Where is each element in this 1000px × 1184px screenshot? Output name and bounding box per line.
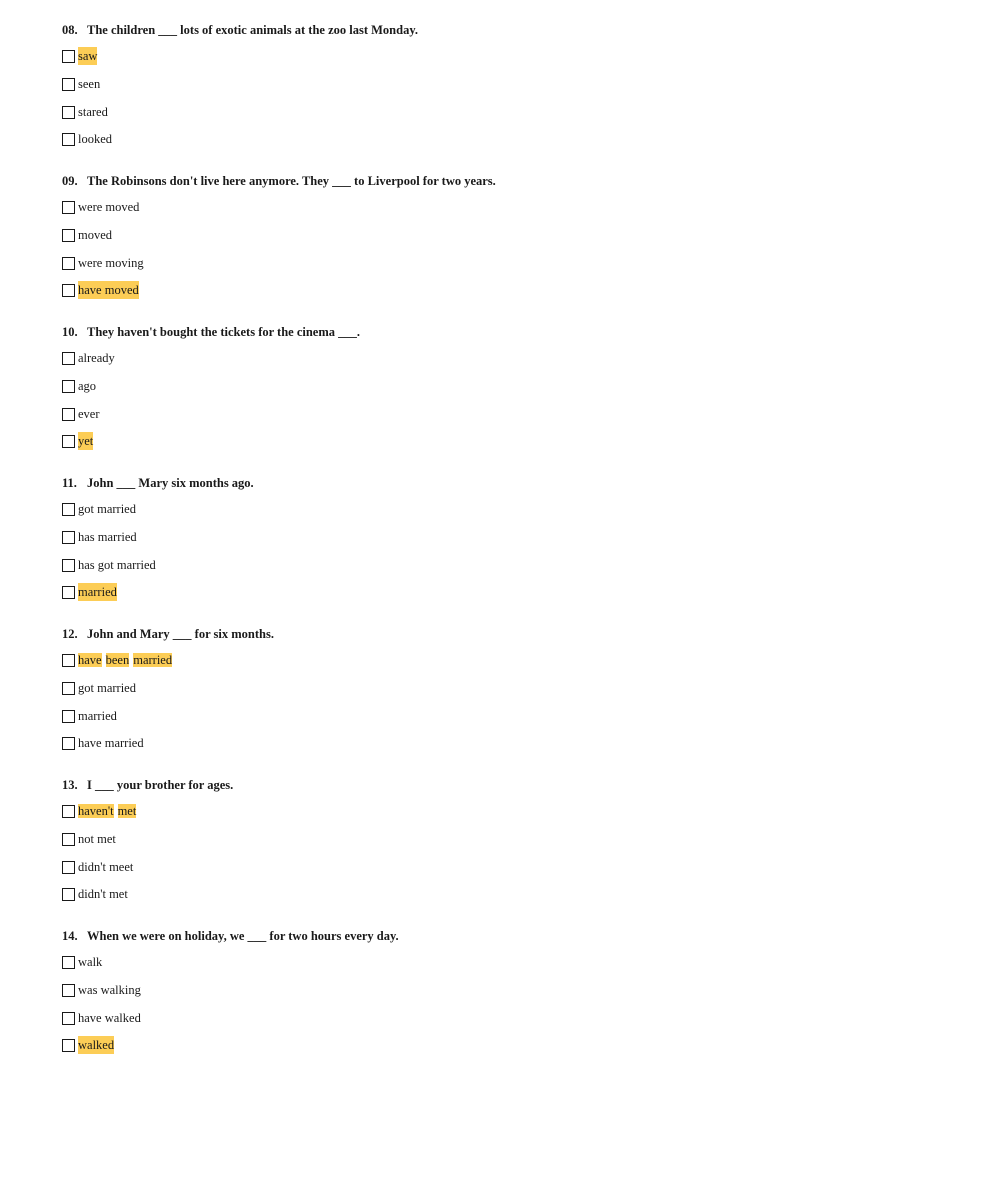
checkbox-icon[interactable] [62, 531, 75, 544]
highlighted-word: have [78, 653, 102, 667]
answer-option-label: didn't met [78, 887, 128, 901]
answer-option-4[interactable] [62, 432, 93, 450]
question-11 [62, 473, 962, 624]
checkbox-icon[interactable] [62, 805, 75, 818]
answer-option-3[interactable] [62, 405, 100, 423]
question-text: I ___ your brother for ages. [87, 778, 234, 792]
answer-option-label: have walked [78, 1011, 141, 1025]
answer-option-4[interactable] [62, 583, 117, 601]
answer-option-label: were moved [78, 200, 140, 214]
question-text: John ___ Mary six months ago. [87, 476, 254, 490]
answer-option-3[interactable] [62, 1009, 141, 1027]
question-heading [62, 171, 496, 191]
answer-option-3[interactable] [62, 858, 133, 876]
answer-option-label-highlighted: walked [78, 1038, 115, 1052]
checkbox-icon[interactable] [62, 956, 75, 969]
answer-option-label-highlighted: married [78, 585, 117, 599]
answer-option-label: ever [78, 407, 100, 421]
checkbox-icon[interactable] [62, 284, 75, 297]
answer-option-2[interactable] [62, 528, 137, 546]
answer-option-label: ago [78, 379, 97, 393]
question-08 [62, 20, 962, 171]
answer-option-2[interactable] [62, 679, 136, 697]
answer-option-label: didn't meet [78, 860, 134, 874]
answer-option-4[interactable] [62, 1036, 114, 1054]
answer-option-label: stared [78, 105, 108, 119]
answer-option-1[interactable] [62, 349, 115, 367]
question-heading [62, 926, 399, 946]
question-text: The Robinsons don't live here anymore. They ___ to Liverpool for two years. [87, 174, 496, 188]
answer-option-label-highlighted: have moved [78, 283, 139, 297]
checkbox-icon[interactable] [62, 586, 75, 599]
question-text: The children ___ lots of exotic animals at the zoo last Monday. [87, 23, 419, 37]
checkbox-icon[interactable] [62, 380, 75, 393]
checkbox-icon[interactable] [62, 78, 75, 91]
answer-option-1[interactable] [62, 953, 102, 971]
checkbox-icon[interactable] [62, 1012, 75, 1025]
answer-option-label-highlighted [78, 651, 172, 669]
answer-option-label: walk [78, 955, 103, 969]
highlighted-word: been [105, 653, 130, 667]
answer-option-1[interactable] [62, 198, 139, 216]
answer-option-label: not met [78, 832, 116, 846]
highlighted-word: haven't [78, 804, 114, 818]
checkbox-icon[interactable] [62, 737, 75, 750]
checkbox-icon[interactable] [62, 833, 75, 846]
answer-option-4[interactable] [62, 130, 112, 148]
question-heading [62, 624, 274, 644]
checkbox-icon[interactable] [62, 861, 75, 874]
question-number: 12. [62, 627, 78, 641]
checkbox-icon[interactable] [62, 408, 75, 421]
checkbox-icon[interactable] [62, 888, 75, 901]
answer-option-1[interactable] [62, 651, 172, 669]
answer-option-label: has married [78, 530, 137, 544]
answer-option-3[interactable] [62, 707, 117, 725]
checkbox-icon[interactable] [62, 133, 75, 146]
question-12 [62, 624, 962, 775]
question-heading [62, 473, 254, 493]
quiz-sheet [62, 20, 962, 1077]
answer-option-2[interactable] [62, 981, 141, 999]
question-number: 09. [62, 174, 78, 188]
answer-option-1[interactable] [62, 802, 136, 820]
question-09 [62, 171, 962, 322]
checkbox-icon[interactable] [62, 984, 75, 997]
question-heading [62, 322, 360, 342]
answer-option-label: looked [78, 132, 113, 146]
checkbox-icon[interactable] [62, 682, 75, 695]
question-number: 14. [62, 929, 78, 943]
question-text: They haven't bought the tickets for the cinema ___. [87, 325, 361, 339]
checkbox-icon[interactable] [62, 503, 75, 516]
answer-option-4[interactable] [62, 281, 139, 299]
answer-option-label: seen [78, 77, 101, 91]
answer-option-label: got married [78, 681, 136, 695]
answer-option-label-highlighted: yet [78, 434, 94, 448]
answer-option-label-highlighted: saw [78, 49, 98, 63]
answer-option-2[interactable] [62, 226, 112, 244]
answer-option-label: was walking [78, 983, 141, 997]
question-14 [62, 926, 962, 1077]
answer-option-label-highlighted [78, 802, 136, 820]
answer-option-label: got married [78, 502, 136, 516]
checkbox-icon[interactable] [62, 654, 75, 667]
checkbox-icon[interactable] [62, 435, 75, 448]
answer-option-3[interactable] [62, 556, 156, 574]
question-number: 13. [62, 778, 78, 792]
answer-option-label: moved [78, 228, 113, 242]
answer-option-label: were moving [78, 256, 144, 270]
question-heading [62, 20, 418, 40]
answer-option-label: have married [78, 736, 144, 750]
answer-option-2[interactable] [62, 830, 116, 848]
answer-option-3[interactable] [62, 103, 108, 121]
answer-option-label: has got married [78, 558, 156, 572]
question-text: When we were on holiday, we ___ for two hours every day. [87, 929, 399, 943]
question-text: John and Mary ___ for six months. [87, 627, 274, 641]
answer-option-2[interactable] [62, 75, 100, 93]
checkbox-icon[interactable] [62, 229, 75, 242]
question-13 [62, 775, 962, 926]
question-number: 10. [62, 325, 78, 339]
question-10 [62, 322, 962, 473]
highlighted-word: married [133, 653, 173, 667]
question-heading [62, 775, 233, 795]
answer-option-1[interactable] [62, 47, 97, 65]
checkbox-icon[interactable] [62, 50, 75, 63]
answer-option-label: already [78, 351, 115, 365]
checkbox-icon[interactable] [62, 1039, 75, 1052]
highlighted-word: met [117, 804, 137, 818]
question-number: 08. [62, 23, 78, 37]
question-number: 11. [62, 476, 77, 490]
answer-option-4[interactable] [62, 734, 144, 752]
checkbox-icon[interactable] [62, 106, 75, 119]
checkbox-icon[interactable] [62, 201, 75, 214]
checkbox-icon[interactable] [62, 257, 75, 270]
answer-option-label: married [78, 709, 117, 723]
checkbox-icon[interactable] [62, 352, 75, 365]
checkbox-icon[interactable] [62, 559, 75, 572]
answer-option-2[interactable] [62, 377, 96, 395]
checkbox-icon[interactable] [62, 710, 75, 723]
answer-option-3[interactable] [62, 254, 144, 272]
answer-option-1[interactable] [62, 500, 136, 518]
answer-option-4[interactable] [62, 885, 128, 903]
